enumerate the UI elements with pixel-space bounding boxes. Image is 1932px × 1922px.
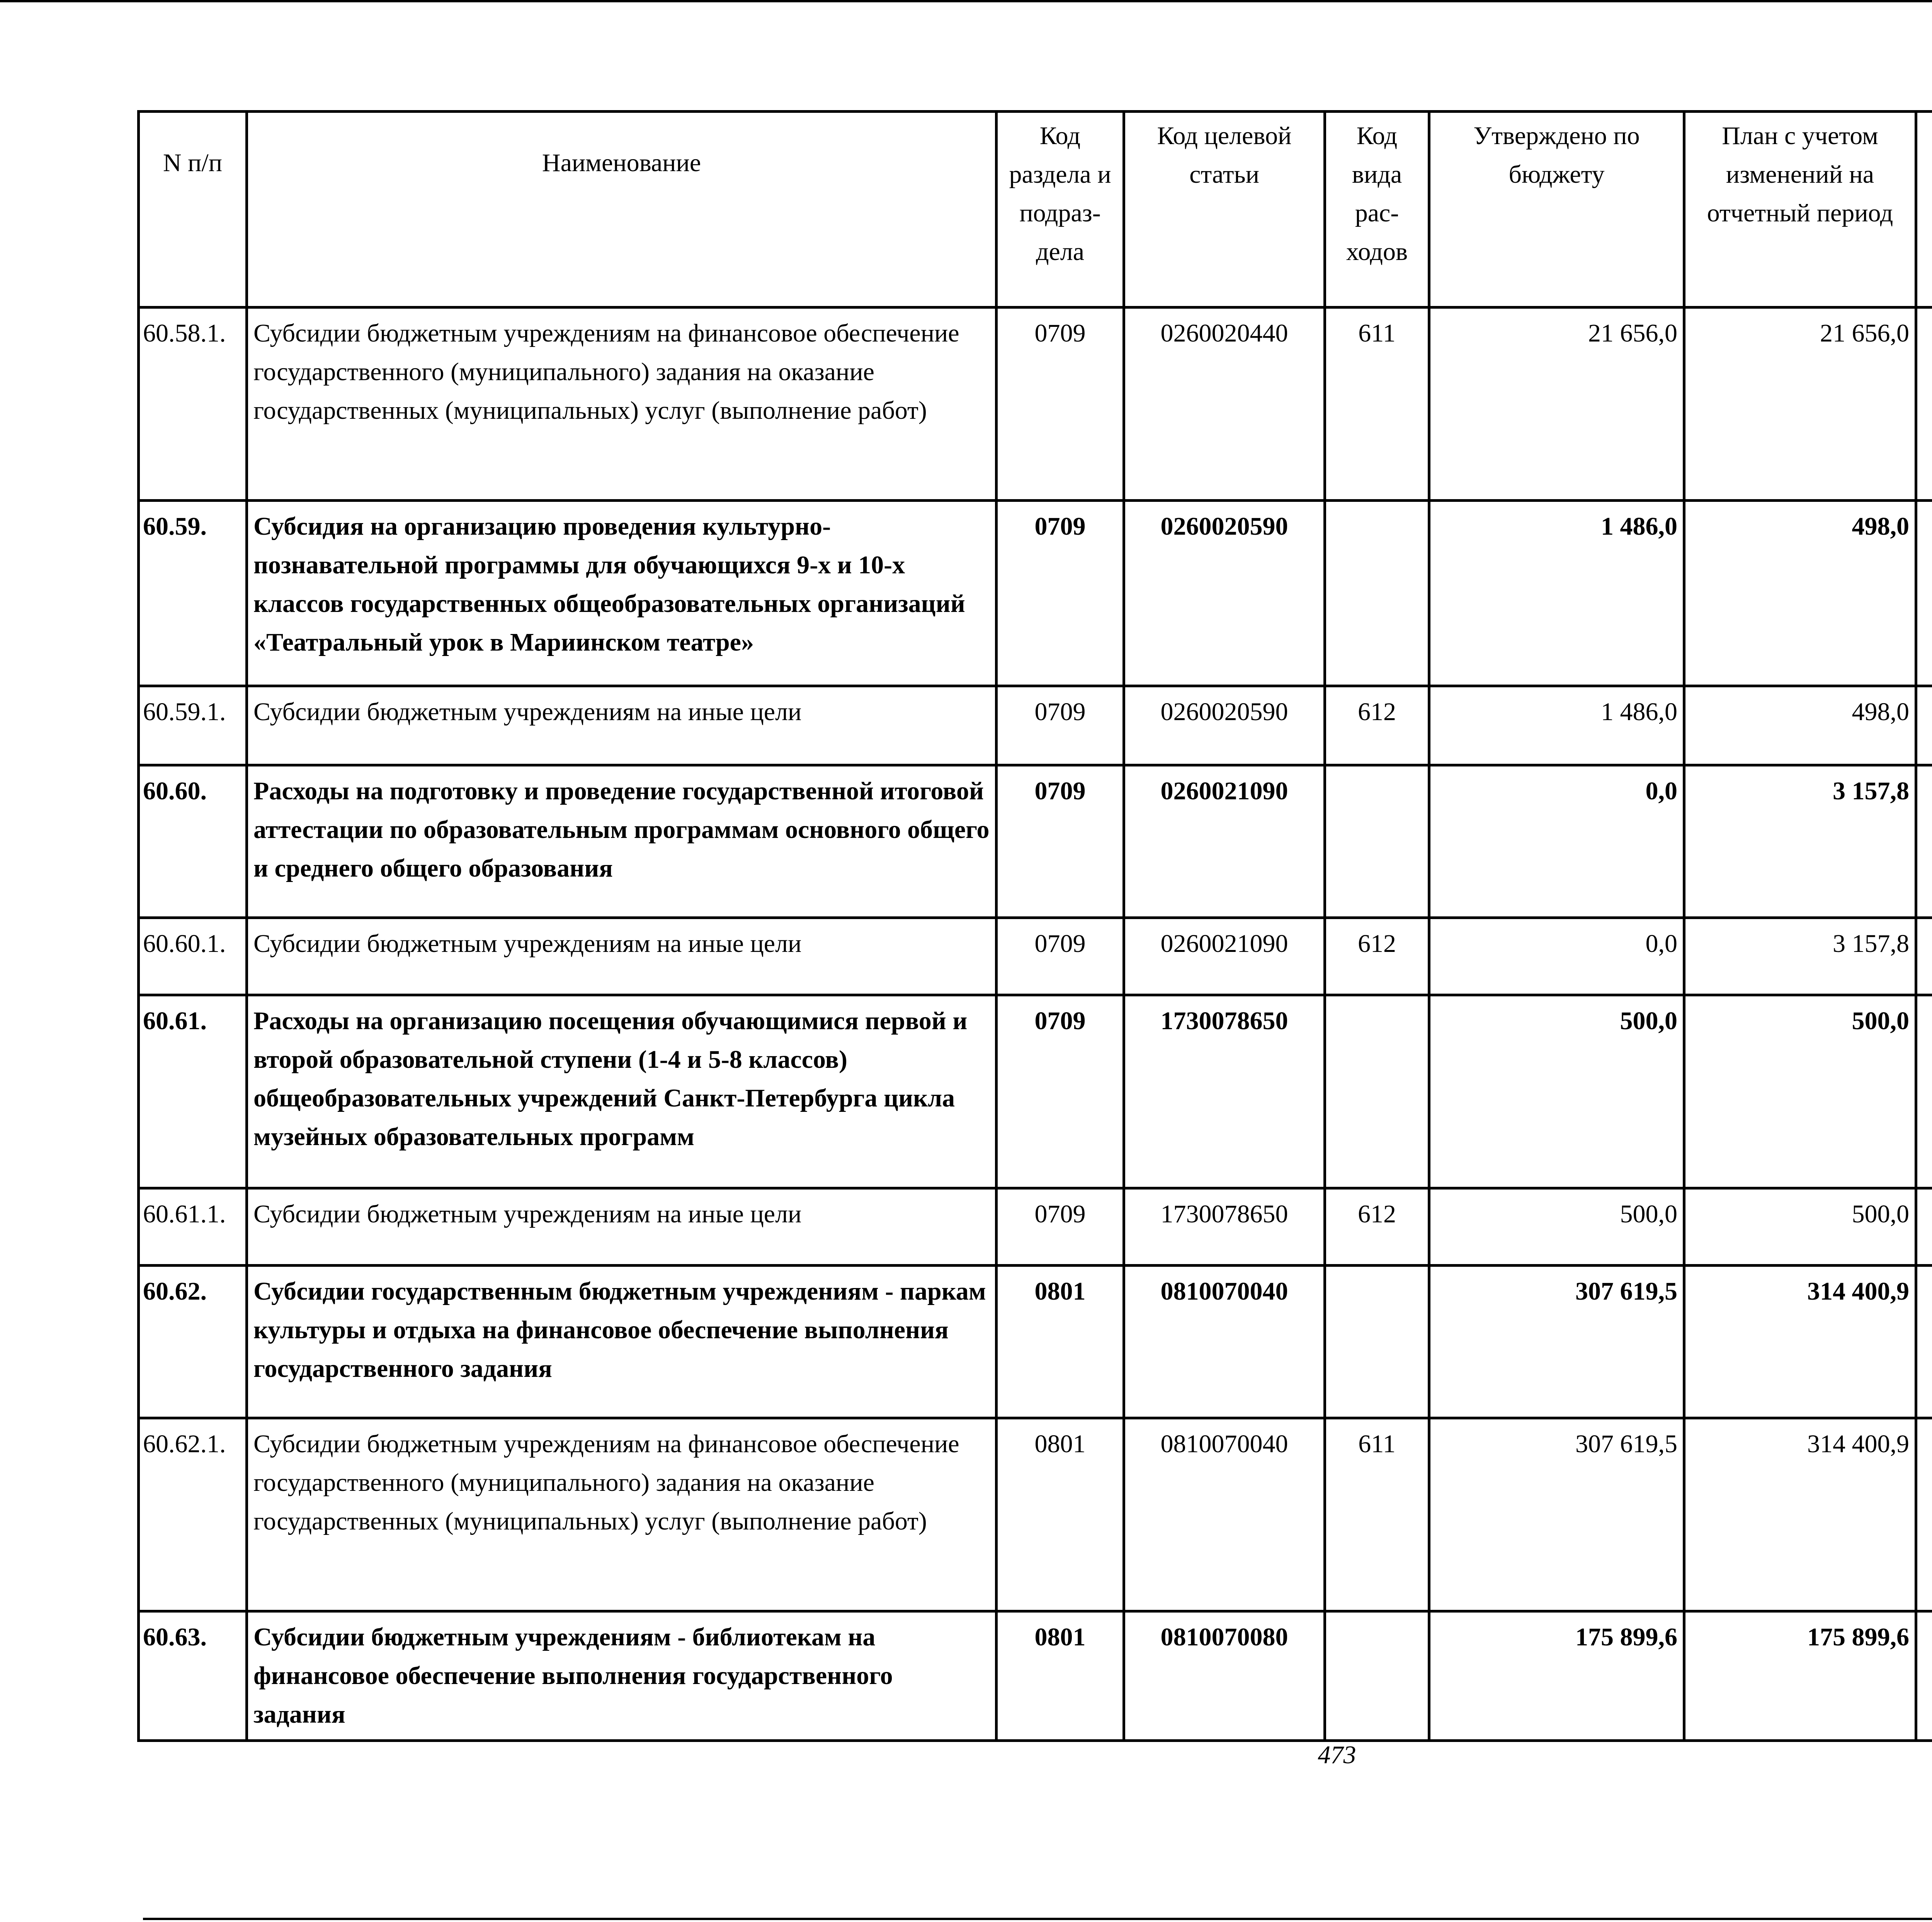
row-target-code: 0810070040 <box>1124 1266 1325 1418</box>
row-expense-code <box>1325 1611 1429 1741</box>
row-approved: 500,0 <box>1429 995 1684 1188</box>
row-section-code: 0709 <box>997 686 1124 765</box>
row-approved: 175 899,6 <box>1429 1611 1684 1741</box>
row-number: 60.60.1. <box>139 918 247 995</box>
row-approved: 0,0 <box>1429 765 1684 918</box>
table-row <box>139 501 1932 686</box>
row-target-code: 0810070080 <box>1124 1611 1325 1741</box>
row-number: 60.62.1. <box>139 1418 247 1611</box>
row-executed <box>1916 1266 1932 1418</box>
row-name: Субсидии бюджетным учреждениям на финансовое обеспечение государственного (муниципального) задания на оказание государственных (муниципальных) услуг (выполнение работ) <box>247 308 997 501</box>
row-section-code: 0709 <box>997 765 1124 918</box>
row-target-code: 0810070040 <box>1124 1418 1325 1611</box>
row-plan: 21 656,0 <box>1684 308 1916 501</box>
row-expense-code: 612 <box>1325 1188 1429 1266</box>
row-number: 60.60. <box>139 765 247 918</box>
row-approved: 307 619,5 <box>1429 1266 1684 1418</box>
scan-top-border <box>0 0 1932 2</box>
row-name: Субсидия на организацию проведения культурно-познавательной программы для обучающихся 9-х и 10-х классов государственных общеобразовательных организаций «Театральный урок в Мариинском театре» <box>247 501 997 686</box>
row-approved: 500,0 <box>1429 1188 1684 1266</box>
scan-bottom-border <box>143 1918 1932 1920</box>
row-number: 60.59. <box>139 501 247 686</box>
row-plan: 500,0 <box>1684 995 1916 1188</box>
row-name: Расходы на подготовку и проведение государственной итоговой аттестации по образовательным программам основного общего и среднего общего образования <box>247 765 997 918</box>
row-number: 60.62. <box>139 1266 247 1418</box>
table-row <box>139 995 1932 1188</box>
table-body <box>139 308 1932 1741</box>
row-target-code: 0260021090 <box>1124 765 1325 918</box>
row-expense-code: 612 <box>1325 686 1429 765</box>
row-executed <box>1916 1188 1932 1266</box>
row-plan: 314 400,9 <box>1684 1266 1916 1418</box>
table-row <box>139 308 1932 501</box>
header-name: Наименование <box>247 112 997 308</box>
table-row <box>139 765 1932 918</box>
row-approved: 21 656,0 <box>1429 308 1684 501</box>
row-plan: 498,0 <box>1684 501 1916 686</box>
row-target-code: 0260021090 <box>1124 918 1325 995</box>
row-approved: 1 486,0 <box>1429 686 1684 765</box>
row-name: Субсидии бюджетным учреждениям на иные цели <box>247 1188 997 1266</box>
row-plan: 314 400,9 <box>1684 1418 1916 1611</box>
header-plan: План с учетом изменений на отчетный период <box>1684 112 1916 308</box>
row-plan: 498,0 <box>1684 686 1916 765</box>
header-approved: Утверждено по бюджету <box>1429 112 1684 308</box>
row-approved: 1 486,0 <box>1429 501 1684 686</box>
table-row <box>139 1418 1932 1611</box>
row-expense-code <box>1325 1266 1429 1418</box>
row-section-code: 0709 <box>997 1188 1124 1266</box>
row-name: Субсидии бюджетным учреждениям на иные цели <box>247 686 997 765</box>
row-section-code: 0709 <box>997 995 1124 1188</box>
row-executed <box>1916 501 1932 686</box>
row-target-code: 1730078650 <box>1124 995 1325 1188</box>
row-section-code: 0709 <box>997 308 1124 501</box>
header-expense-code: Код вида рас-ходов <box>1325 112 1429 308</box>
row-target-code: 1730078650 <box>1124 1188 1325 1266</box>
row-executed <box>1916 1611 1932 1741</box>
row-executed <box>1916 995 1932 1188</box>
row-section-code: 0801 <box>997 1266 1124 1418</box>
row-expense-code: 611 <box>1325 308 1429 501</box>
row-executed <box>1916 686 1932 765</box>
row-expense-code <box>1325 995 1429 1188</box>
row-number: 60.59.1. <box>139 686 247 765</box>
table-row <box>139 1611 1932 1741</box>
row-name: Расходы на организацию посещения обучающимися первой и второй образовательной ступени (1-4 и 5-8 классов) общеобразовательных учреждений Санкт-Петербурга цикла музейных образовательных программ <box>247 995 997 1188</box>
row-target-code: 0260020440 <box>1124 308 1325 501</box>
row-name: Субсидии бюджетным учреждениям на иные цели <box>247 918 997 995</box>
row-number: 60.63. <box>139 1611 247 1741</box>
row-target-code: 0260020590 <box>1124 501 1325 686</box>
table-row <box>139 1266 1932 1418</box>
header-target-code: Код целевой статьи <box>1124 112 1325 308</box>
row-executed <box>1916 1418 1932 1611</box>
row-executed <box>1916 918 1932 995</box>
row-name: Субсидии государственным бюджетным учреждениям - паркам культуры и отдыха на финансовое обеспечение выполнения государственного задания <box>247 1266 997 1418</box>
row-executed <box>1916 308 1932 501</box>
row-name: Субсидии бюджетным учреждениям - библиотекам на финансовое обеспечение выполнения государственного задания <box>247 1611 997 1741</box>
row-plan: 500,0 <box>1684 1188 1916 1266</box>
row-plan: 3 157,8 <box>1684 918 1916 995</box>
row-plan: 175 899,6 <box>1684 1611 1916 1741</box>
budget-execution-table <box>137 110 1932 1742</box>
header-num: N п/п <box>139 112 247 308</box>
table-row <box>139 918 1932 995</box>
page-number: 473 <box>1318 1741 1356 1769</box>
row-target-code: 0260020590 <box>1124 686 1325 765</box>
row-expense-code <box>1325 501 1429 686</box>
row-section-code: 0801 <box>997 1418 1124 1611</box>
row-executed <box>1916 765 1932 918</box>
header-executed <box>1916 112 1932 308</box>
row-number: 60.61. <box>139 995 247 1188</box>
row-number: 60.61.1. <box>139 1188 247 1266</box>
row-number: 60.58.1. <box>139 308 247 501</box>
row-expense-code: 612 <box>1325 918 1429 995</box>
row-section-code: 0709 <box>997 918 1124 995</box>
row-section-code: 0801 <box>997 1611 1124 1741</box>
row-expense-code <box>1325 765 1429 918</box>
table-row <box>139 686 1932 765</box>
table-row <box>139 1188 1932 1266</box>
row-expense-code: 611 <box>1325 1418 1429 1611</box>
row-section-code: 0709 <box>997 501 1124 686</box>
header-section-code: Код раздела и подраз-дела <box>997 112 1124 308</box>
row-approved: 0,0 <box>1429 918 1684 995</box>
row-plan: 3 157,8 <box>1684 765 1916 918</box>
row-name: Субсидии бюджетным учреждениям на финансовое обеспечение государственного (муниципального) задания на оказание государственных (муниципальных) услуг (выполнение работ) <box>247 1418 997 1611</box>
row-approved: 307 619,5 <box>1429 1418 1684 1611</box>
